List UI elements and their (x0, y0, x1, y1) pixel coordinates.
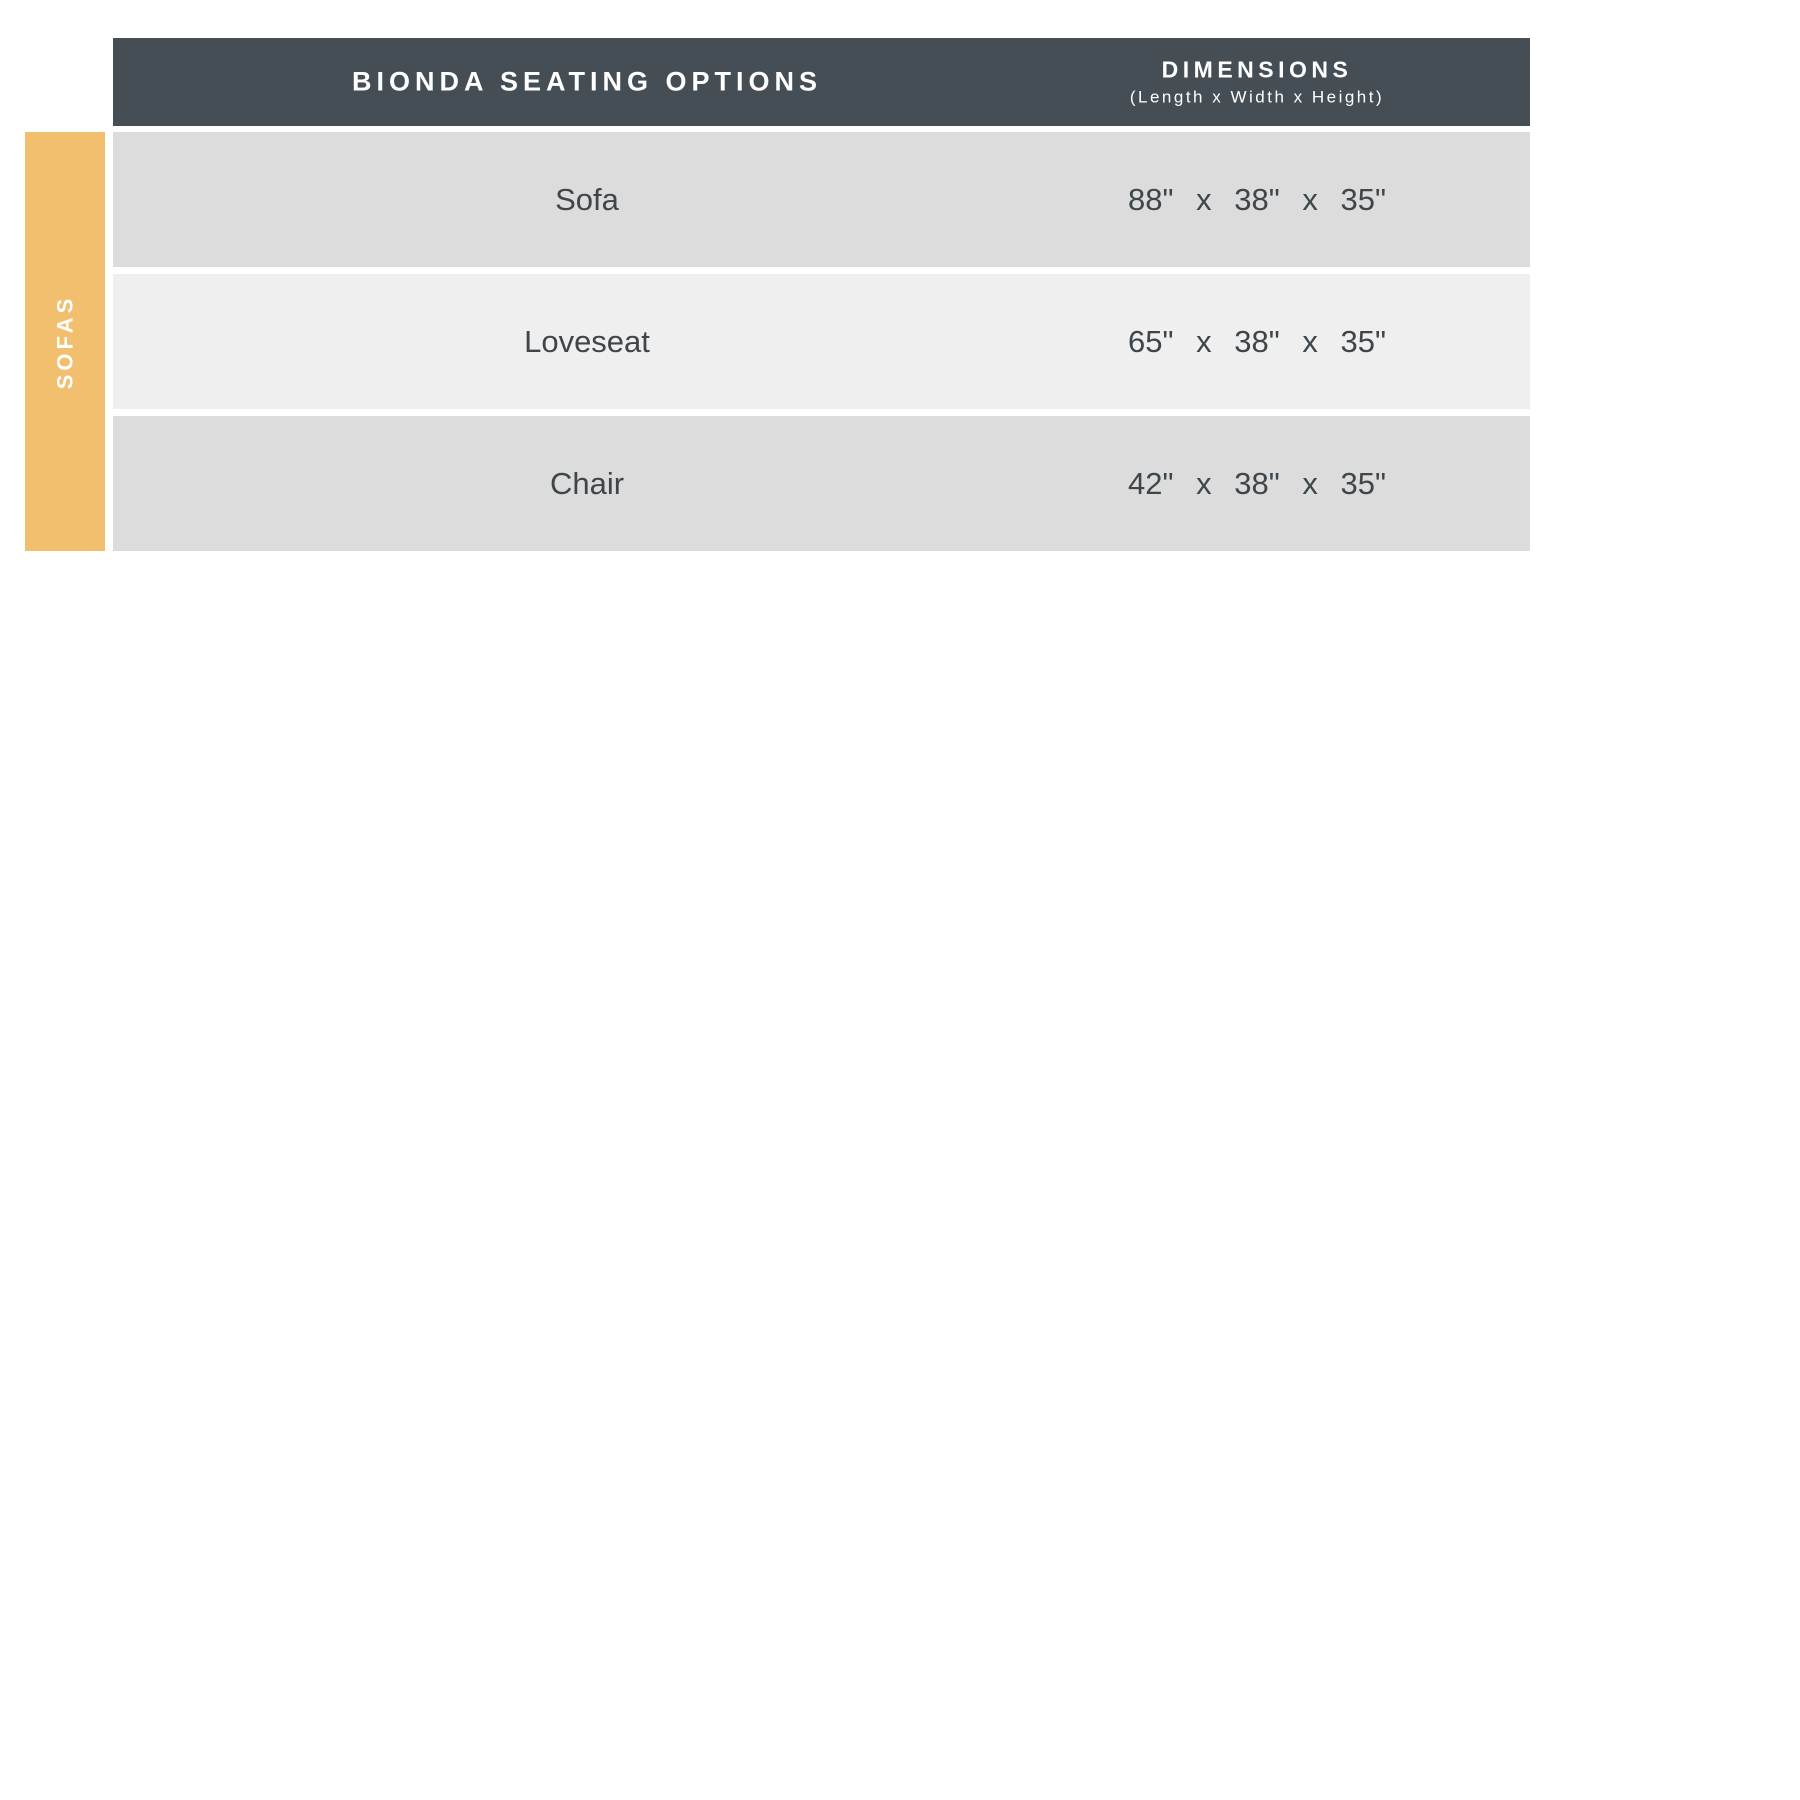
row-name: Loveseat (524, 323, 650, 359)
table-body (113, 132, 1530, 558)
sofas-group-bar (25, 132, 105, 551)
table-row (113, 132, 1530, 267)
dimensions-header (1130, 57, 1384, 108)
sofas-group-label: SOFAS (52, 294, 78, 389)
table-header (113, 38, 1530, 126)
row-name: Chair (549, 465, 625, 501)
row-name: Sofa (555, 181, 619, 217)
row-dimensions: 42" x 38" x 35" (1128, 465, 1386, 501)
seating-options-title: BIONDA SEATING OPTIONS (351, 66, 823, 97)
dimensions-subtitle: (Length x Width x Height) (1129, 87, 1385, 107)
table-row (113, 416, 1530, 551)
row-dimensions: 88" x 38" x 35" (1128, 181, 1386, 217)
table-row (113, 274, 1530, 409)
row-dimensions: 65" x 38" x 35" (1128, 323, 1386, 359)
dimensions-title: DIMENSIONS (1161, 56, 1353, 83)
